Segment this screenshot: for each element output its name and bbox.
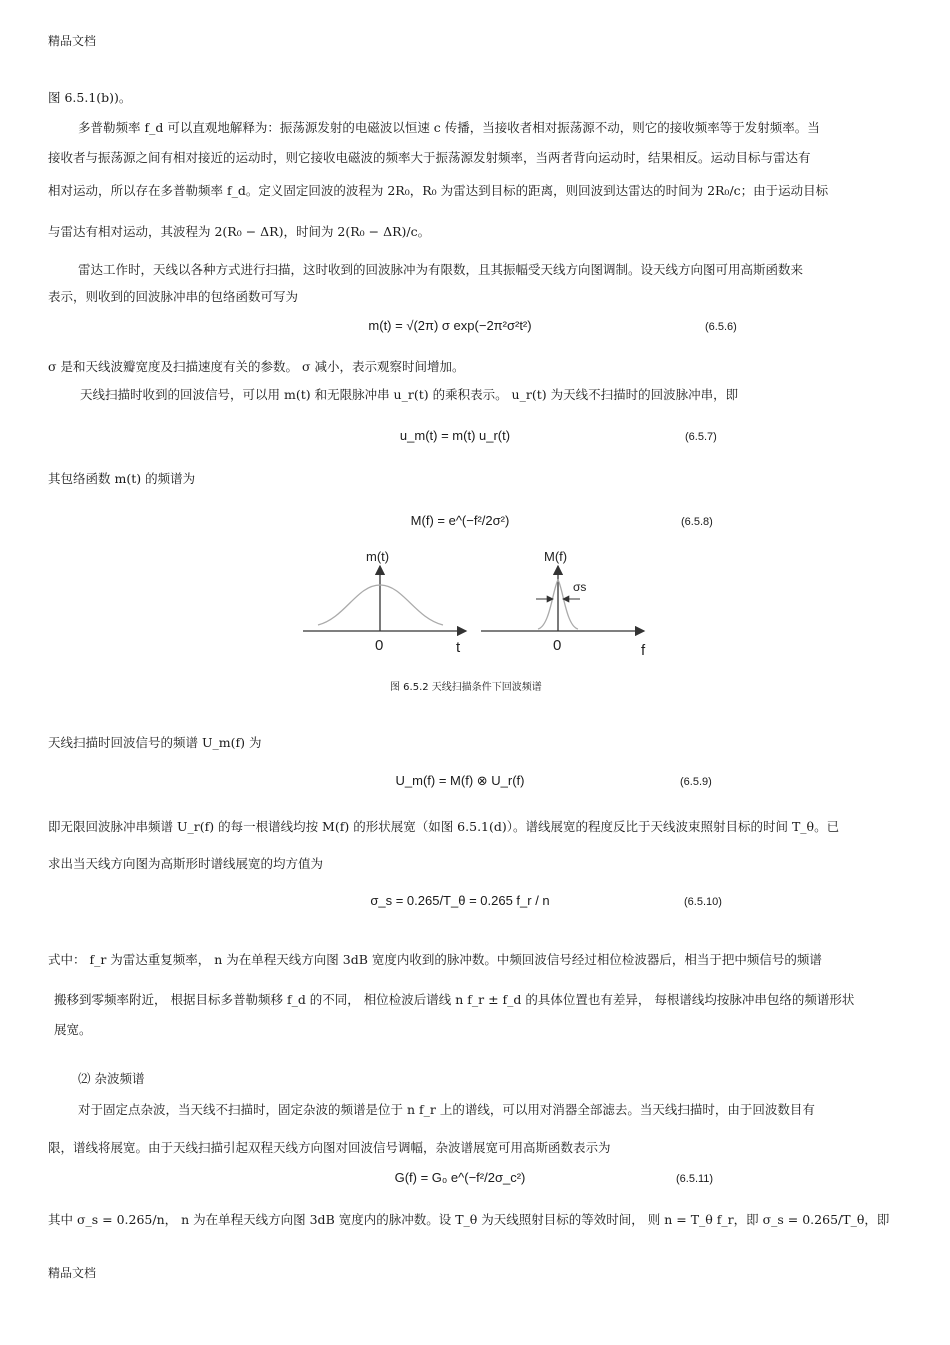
text-line-13: 求出当天线方向图为高斯形时谱线展宽的均方值为 xyxy=(48,856,324,871)
text-line-8: σ 是和天线波瓣宽度及扫描速度有关的参数。 σ 减小，表示观察时间增加。 xyxy=(48,359,465,374)
equation-number-6-5-9: (6.5.9) xyxy=(680,776,712,788)
left-axis-label: t xyxy=(456,639,461,656)
left-origin: 0 xyxy=(375,637,384,654)
equation-number-6-5-6: (6.5.6) xyxy=(705,321,737,333)
equation-number-6-5-11: (6.5.11) xyxy=(676,1173,714,1185)
text-line-2: 多普勒频率 f_d 可以直观地解释为：振荡源发射的电磁波以恒速 c 传播，当接收者相对振荡源不动，则它的接收频率等于发射频率。当 xyxy=(78,120,820,135)
page-header: 精品文档 xyxy=(48,34,97,48)
text-line-14: 式中： f_r 为雷达重复频率， n 为在单程天线方向图 3dB 宽度内收到的脉冲数。中频回波信号经过相位检波器后，相当于把中频信号的频谱 xyxy=(48,952,822,967)
text-line-18: 对于固定点杂波，当天线不扫描时，固定杂波的频谱是位于 n f_r 上的谱线，可以用对消器全部滤去。当天线扫描时，由于回波数目有 xyxy=(78,1102,815,1117)
equation-number-6-5-7: (6.5.7) xyxy=(685,431,717,443)
page-footer: 精品文档 xyxy=(48,1266,97,1280)
text-line-19: 限，谱线将展宽。由于天线扫描引起双程天线方向图对回波信号调幅，杂波谱展宽可用高斯函数表示为 xyxy=(48,1140,611,1155)
right-label: M(f) xyxy=(544,549,568,564)
equation-6-5-10: σ_s = 0.265/T_θ = 0.265 f_r / n xyxy=(370,893,550,908)
text-line-1: 图 6.5.1(b))。 xyxy=(48,90,132,105)
text-line-7: 表示，则收到的回波脉冲串的包络函数可写为 xyxy=(48,289,299,304)
left-label: m(t) xyxy=(366,549,390,564)
text-line-4: 相对运动，所以存在多普勒频率 f_d。定义固定回波的波程为 2R₀，R₀ 为雷达到目标的距离，则回波到达雷达的时间为 2R₀/c；由于运动目标 xyxy=(48,183,829,198)
text-line-5: 与雷达有相对运动，其波程为 2(R₀ − ΔR)，时间为 2(R₀ − ΔR)/c。 xyxy=(48,224,431,239)
text-line-6: 雷达工作时，天线以各种方式进行扫描，这时收到的回波脉冲为有限数，且其振幅受天线方向图调制。设天线方向图可用高斯函数来 xyxy=(78,262,804,277)
text-line-9: 天线扫描时收到的回波信号，可以用 m(t) 和无限脉冲串 u_r(t) 的乘积表示。 u_r(t) 为天线不扫描时的回波脉冲串，即 xyxy=(80,387,739,402)
text-line-12: 即无限回波脉冲串频谱 U_r(f) 的每一根谱线均按 M(f) 的形状展宽（如图 6.5.1(d)）。谱线展宽的程度反比于天线波束照射目标的时间 T_θ。已 xyxy=(48,819,840,834)
text-line-20: 其中 σ_s = 0.265/n， n 为在单程天线方向图 3dB 宽度内的脉冲数。设 T_θ 为天线照射目标的等效时间， 则 n = T_θ f_r，即 σ_s = 0.265/T_θ，即 xyxy=(48,1212,890,1227)
equation-6-5-9: U_m(f) = M(f) ⊗ U_r(f) xyxy=(395,773,525,788)
right-axis-label: f xyxy=(641,642,646,659)
equation-number-6-5-8: (6.5.8) xyxy=(681,516,713,528)
equation-6-5-8: M(f) = e^(−f²/2σ²) xyxy=(410,513,510,528)
equation-6-5-7: u_m(t) = m(t) u_r(t) xyxy=(399,428,511,443)
text-line-16: 展宽。 xyxy=(54,1022,92,1037)
equation-6-5-6: m(t) = √(2π) σ exp(−2π²σ²t²) xyxy=(368,318,532,333)
text-line-11: 天线扫描时回波信号的频谱 U_m(f) 为 xyxy=(48,735,262,750)
equation-number-6-5-10: (6.5.10) xyxy=(684,896,722,908)
right-origin: 0 xyxy=(553,637,562,654)
figure-6-5-2 xyxy=(300,545,660,660)
text-line-10: 其包络函数 m(t) 的频谱为 xyxy=(48,471,196,486)
sigma-label: σs xyxy=(573,580,587,594)
figure-caption: 图 6.5.2 天线扫描条件下回波频谱 xyxy=(390,682,542,693)
equation-6-5-11: G(f) = G₀ e^(−f²/2σ_c²) xyxy=(394,1170,526,1185)
text-line-3: 接收者与振荡源之间有相对接近的运动时，则它接收电磁波的频率大于振荡源发射频率，当两者背向运动时，结果相反。运动目标与雷达有 xyxy=(48,150,811,165)
section-heading-clutter-spectrum: ⑵ 杂波频谱 xyxy=(78,1071,145,1086)
text-line-15: 搬移到零频率附近， 根据目标多普勒频移 f_d 的不同， 相位检波后谱线 n f_r ± f_d 的具体位置也有差异， 每根谱线均按脉冲串包络的频谱形状 xyxy=(54,992,855,1007)
